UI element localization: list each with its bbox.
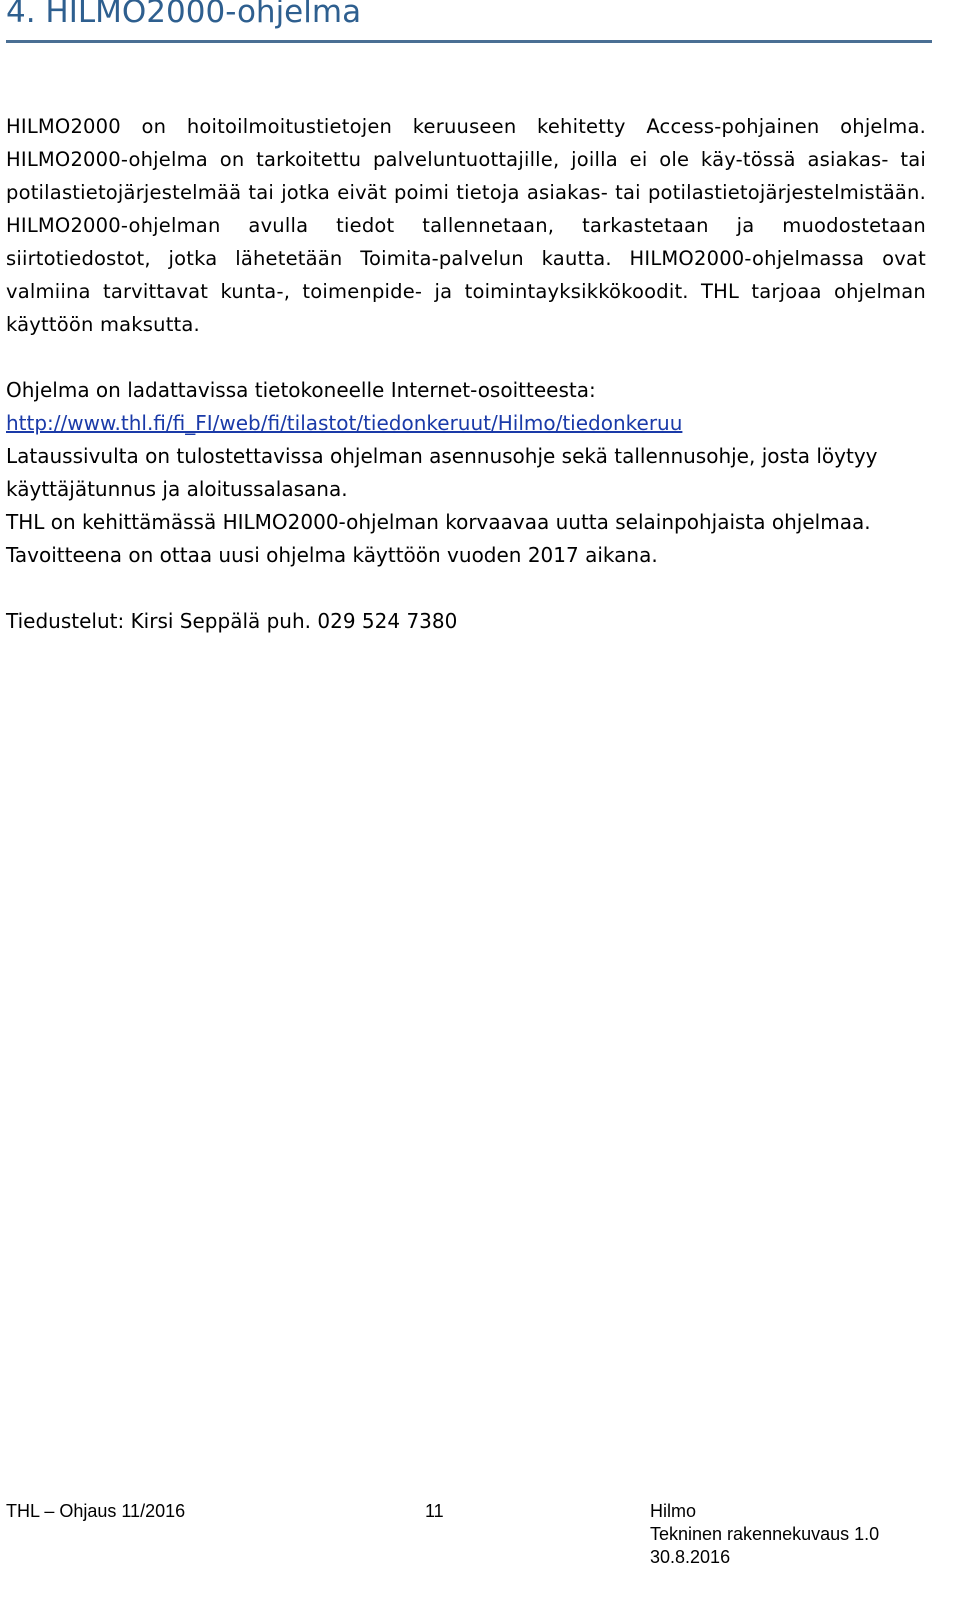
page-heading: 4. HILMO2000-ohjelma <box>6 0 362 30</box>
download-link[interactable]: http://www.thl.fi/fi_FI/web/fi/tilastot/tiedonkeruut/Hilmo/tiedonkeruu <box>6 411 683 435</box>
download-label: Ohjelma on ladattavissa tietokoneelle Internet-osoitteesta: <box>6 378 596 402</box>
instructions-paragraph: Lataussivulta on tulostettavissa ohjelman asennusohje sekä tallennusohje, josta löytyy käyttäjätunnus ja aloitussalasana. <box>6 444 878 501</box>
development-paragraph: THL on kehittämässä HILMO2000-ohjelman korvaavaa uutta selainpohjaista ohjelmaa. Tavoitteena on ottaa uusi ohjelma käyttöön vuoden 2017 aikana. <box>6 510 871 567</box>
footer-date: 30.8.2016 <box>650 1547 731 1567</box>
footer-title: Hilmo <box>650 1501 697 1521</box>
footer-document-info <box>650 1500 879 1569</box>
footer-subtitle: Tekninen rakennekuvaus 1.0 <box>650 1524 880 1544</box>
footer-publication: THL – Ohjaus 11/2016 <box>6 1501 186 1521</box>
heading-divider <box>6 40 932 43</box>
footer-page-number: 11 <box>425 1501 444 1521</box>
intro-paragraph: HILMO2000 on hoitoilmoitustietojen keruuseen kehitetty Access-pohjainen ohjelma. HILMO2000-ohjelma on tarkoitettu palveluntuottajille, joilla ei ole käy-tössä asiakas- tai potilastietojärjestelmää tai jotka eivät poimi tietoja asiakas- tai potilastietojärjestelmistään. HILMO2000-ohjelman avulla tiedot tallennetaan, tarkastetaan ja muodostetaan siirtotiedostot, jotka lähetetään Toimita-palvelun kautta. HILMO2000-ohjelmassa ovat valmiina tarvittavat kunta-, toimenpide- ja toimintayksikkökoodit. THL tarjoaa ohjelman käyttöön maksutta. <box>6 115 926 336</box>
contact-info: Tiedustelut: Kirsi Seppälä puh. 029 524 7380 <box>6 609 458 633</box>
